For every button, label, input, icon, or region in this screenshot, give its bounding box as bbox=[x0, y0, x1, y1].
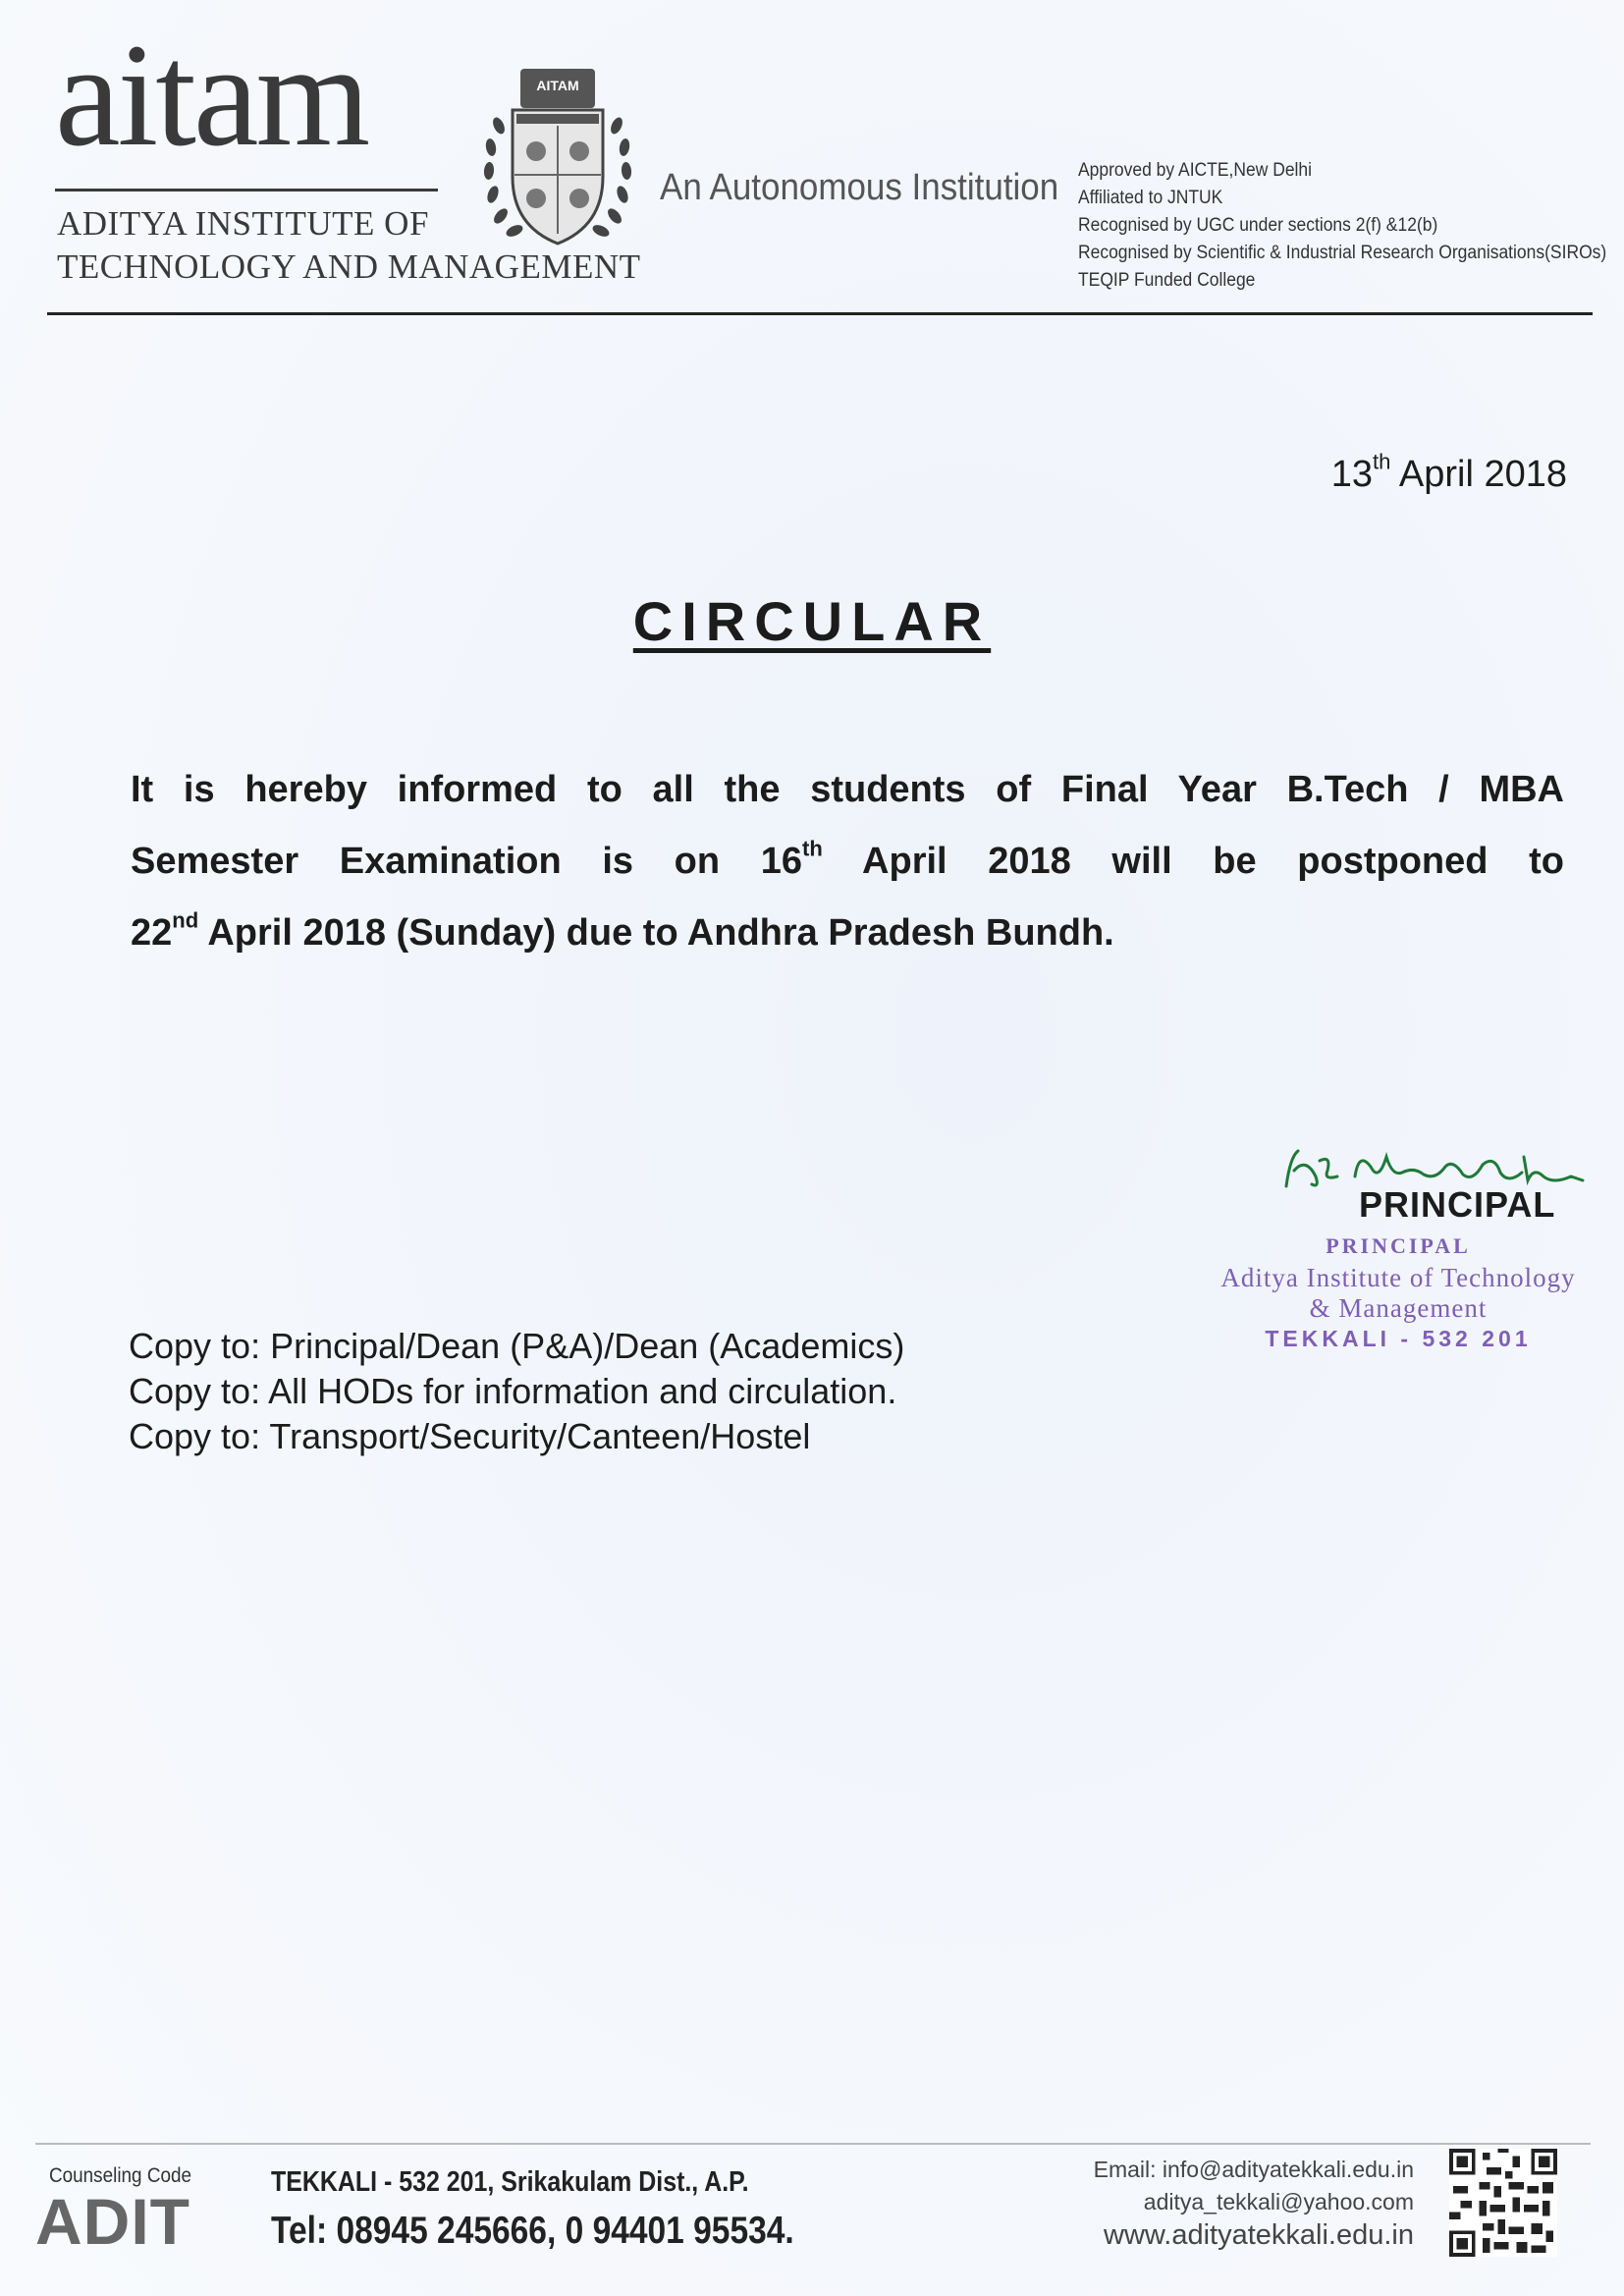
date-suffix: th bbox=[1373, 449, 1391, 474]
institute-name-line2: TECHNOLOGY AND MANAGEMENT bbox=[57, 247, 641, 286]
copy-to-item: Copy to: Principal/Dean (P&A)/Dean (Academics) bbox=[129, 1326, 905, 1366]
footer-contact bbox=[1094, 2157, 1414, 2252]
institute-seal-icon bbox=[479, 69, 636, 255]
footer-address: TEKKALI - 532 201, Srikakulam Dist., A.P. bbox=[271, 2166, 749, 2198]
date-day: 13 bbox=[1330, 454, 1374, 495]
body-line-2: Semester Examination is on 16th April 2018 will be postponed to bbox=[131, 836, 1564, 882]
footer-email-2: aditya_tekkali@yahoo.com bbox=[1143, 2189, 1414, 2214]
circular-body bbox=[131, 754, 1564, 969]
official-stamp bbox=[1192, 1233, 1604, 1352]
accreditation-list bbox=[1078, 157, 1624, 295]
tagline: An Autonomous Institution bbox=[660, 167, 1059, 208]
stamp-line-1: PRINCIPAL bbox=[1326, 1233, 1471, 1258]
accreditation-item: TEQIP Funded College bbox=[1078, 270, 1256, 291]
circular-date bbox=[1330, 449, 1567, 496]
stamp-line-4: TEKKALI - 532 201 bbox=[1265, 1326, 1532, 1351]
footer-divider bbox=[35, 2143, 1591, 2145]
body-line-3: 22nd April 2018 (Sunday) due to Andhra Pradesh Bundh. bbox=[131, 907, 1114, 954]
qr-code-icon bbox=[1449, 2149, 1557, 2257]
date-rest: April 2018 bbox=[1398, 454, 1567, 495]
counseling-code-label: Counseling Code bbox=[49, 2164, 191, 2187]
stamp-line-2: Aditya Institute of Technology bbox=[1220, 1263, 1576, 1292]
logo-underline bbox=[55, 189, 438, 191]
accreditation-item: Affiliated to JNTUK bbox=[1078, 188, 1223, 208]
footer-email-1: Email: info@adityatekkali.edu.in bbox=[1093, 2157, 1414, 2182]
circular-title: CIRCULAR bbox=[632, 590, 992, 652]
copy-to-item: Copy to: Transport/Security/Canteen/Hostel bbox=[129, 1416, 811, 1456]
logo-wordmark: aitam bbox=[55, 14, 368, 177]
accreditation-item: Recognised by UGC under sections 2(f) &12(b) bbox=[1078, 215, 1438, 236]
footer-website: www.adityatekkali.edu.in bbox=[1104, 2219, 1414, 2251]
accreditation-item: Recognised by Scientific & Industrial Research Organisations(SIROs) bbox=[1078, 243, 1607, 263]
institute-name-line1: ADITYA INSTITUTE OF bbox=[57, 204, 429, 243]
footer-telephone: Tel: 08945 245666, 0 94401 95534. bbox=[271, 2210, 794, 2252]
counseling-code: ADIT bbox=[35, 2185, 190, 2258]
stamp-line-3: & Management bbox=[1309, 1293, 1488, 1323]
accreditation-item: Approved by AICTE,New Delhi bbox=[1078, 160, 1313, 181]
copy-to-list bbox=[129, 1324, 904, 1459]
seal-label: AITAM bbox=[536, 78, 579, 93]
header-divider bbox=[47, 312, 1593, 315]
copy-to-item: Copy to: All HODs for information and circulation. bbox=[129, 1371, 897, 1411]
signatory-title: PRINCIPAL bbox=[1359, 1184, 1556, 1225]
body-line-1: It is hereby informed to all the students of Final Year B.Tech / MBA bbox=[131, 769, 1564, 810]
